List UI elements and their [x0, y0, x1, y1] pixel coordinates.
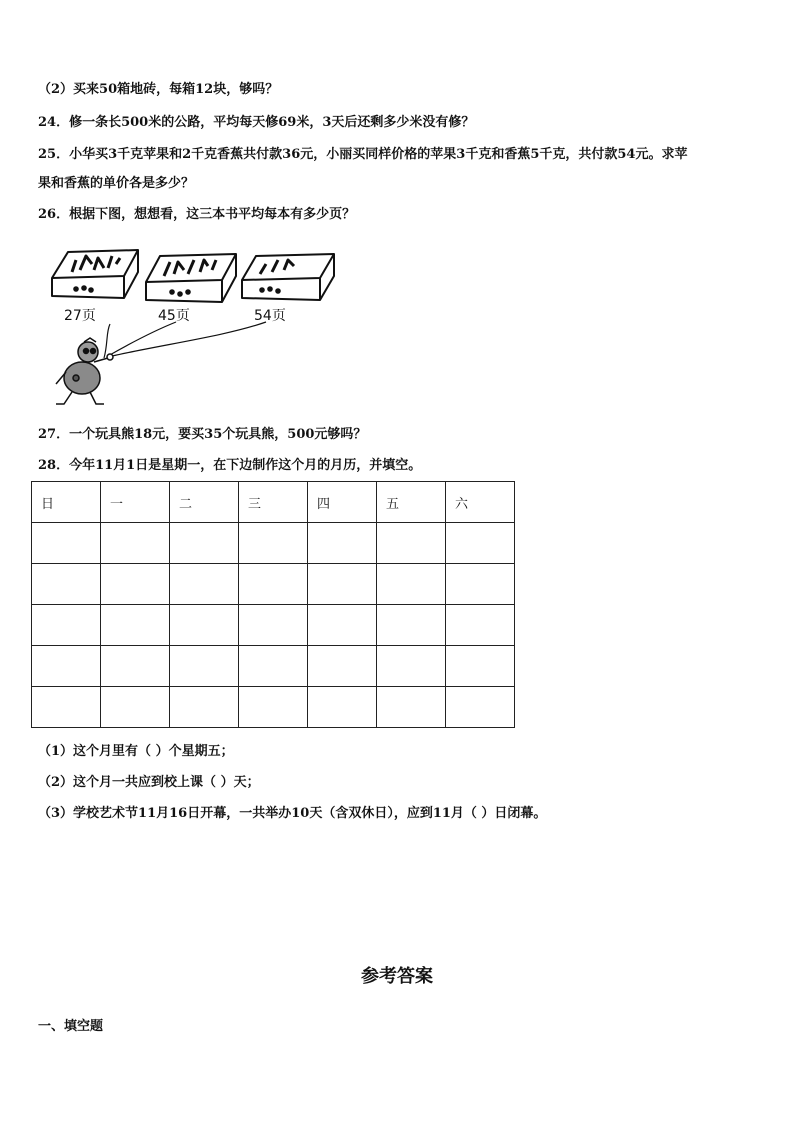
book-2-image [146, 254, 236, 302]
calendar-row [32, 523, 515, 564]
question-27: 27．一个玩具熊18元，要买35个玩具熊，500元够吗？ [38, 427, 367, 442]
calendar-cell [101, 646, 170, 687]
calendar-cell [32, 605, 101, 646]
calendar-cell [377, 605, 446, 646]
calendar-cell [239, 564, 308, 605]
question-28: 28．今年11月1日是星期一，在下边制作这个月的月历，并填空。 [38, 458, 422, 473]
calendar-cell [170, 605, 239, 646]
calendar-header-cell: 五 [377, 482, 446, 523]
calendar-table [31, 481, 515, 728]
book-1-pages: 27页 [64, 308, 96, 324]
calendar-cell [101, 523, 170, 564]
calendar-row [32, 605, 515, 646]
calendar-cell [170, 523, 239, 564]
calendar-cell [308, 687, 377, 728]
calendar-cell [446, 605, 515, 646]
calendar-header-row [32, 482, 515, 523]
calendar-cell [170, 646, 239, 687]
question-25-line-2: 果和香蕉的单价各是多少？ [38, 176, 195, 191]
calendar-cell [377, 687, 446, 728]
calendar-cell [239, 523, 308, 564]
calendar-cell [239, 605, 308, 646]
question-23-part-2: （2）买来50箱地砖，每箱12块，够吗？ [38, 82, 279, 97]
question-25-line-1: 25．小华买3千克苹果和2千克香蕉共付款36元，小丽买同样价格的苹果3千克和香蕉5千克，共付款54元。求苹 [38, 147, 688, 162]
calendar-row [32, 687, 515, 728]
calendar-cell [377, 646, 446, 687]
calendar-cell [377, 564, 446, 605]
book-2-pages: 45页 [158, 308, 190, 324]
calendar-cell [308, 646, 377, 687]
fill-blank-3: （3）学校艺术节11月16日开幕，一共举办10天（含双休日），应到11月（ ）日闭幕。 [38, 806, 547, 821]
calendar-cell [446, 646, 515, 687]
calendar-cell [308, 605, 377, 646]
calendar-cell [32, 687, 101, 728]
calendar-cell [101, 564, 170, 605]
books-illustration [46, 244, 346, 410]
calendar-cell [101, 605, 170, 646]
calendar-cell [239, 687, 308, 728]
calendar-cell [308, 523, 377, 564]
calendar-cell [446, 523, 515, 564]
answers-title: 参考答案 [361, 966, 433, 987]
book-3-pages: 54页 [254, 308, 286, 324]
calendar-cell [308, 564, 377, 605]
calendar-cell [446, 687, 515, 728]
calendar-cell [101, 687, 170, 728]
book-1-image [52, 250, 138, 298]
calendar-cell [377, 523, 446, 564]
calendar-row [32, 646, 515, 687]
question-24: 24．修一条长500米的公路，平均每天修69米，3天后还剩多少米没有修？ [38, 115, 475, 130]
fill-blank-1: （1）这个月里有（ ）个星期五； [38, 744, 234, 759]
book-3-image [242, 254, 334, 300]
calendar-cell [446, 564, 515, 605]
question-26: 26．根据下图，想想看，这三本书平均每本有多少页？ [38, 207, 356, 222]
calendar-header-cell: 四 [308, 482, 377, 523]
section-title-fill-in: 一、填空题 [38, 1019, 104, 1034]
calendar-header-cell: 一 [101, 482, 170, 523]
pointer-lines [104, 322, 266, 358]
calendar-cell [32, 564, 101, 605]
calendar-cell [32, 646, 101, 687]
calendar-header-cell: 六 [446, 482, 515, 523]
calendar-row [32, 564, 515, 605]
calendar-header-cell: 三 [239, 482, 308, 523]
calendar-cell [239, 646, 308, 687]
cartoon-character-image [56, 338, 113, 404]
calendar-header-cell: 日 [32, 482, 101, 523]
fill-blank-2: （2）这个月一共应到校上课（ ）天； [38, 775, 260, 790]
calendar-cell [32, 523, 101, 564]
calendar-cell [170, 687, 239, 728]
calendar-header-cell: 二 [170, 482, 239, 523]
calendar-cell [170, 564, 239, 605]
